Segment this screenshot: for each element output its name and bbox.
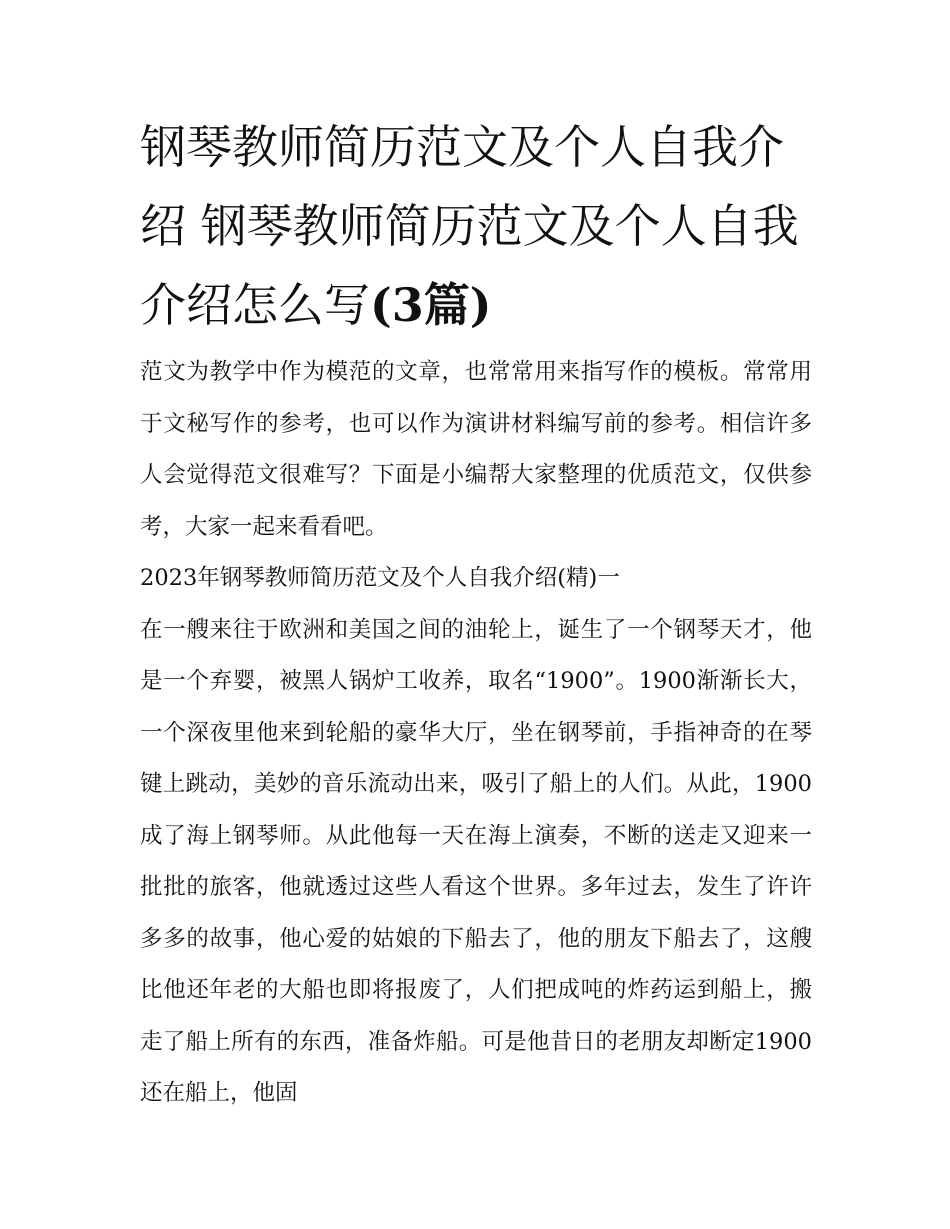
document-page xyxy=(140,108,812,1120)
document-title xyxy=(140,108,812,345)
section-heading: 2023年钢琴教师简历范文及个人自我介绍(精)一 xyxy=(140,565,620,591)
intro-paragraph: 范文为教学中作为模范的文章，也常常用来指写作的模板。常常用于文秘写作的参考，也可以作为演讲材料编写前的参考。相信许多人会觉得范文很难写？下面是小编帮大家整理的优质范文，仅供参考，大家一起来看看吧。 xyxy=(140,359,812,540)
title-main: 钢琴教师简历范文及个人自我介绍 钢琴教师简历范文及个人自我介绍怎么写 xyxy=(140,120,799,332)
title-suffix: (3篇) xyxy=(370,278,492,332)
section-body: 在一艘来往于欧洲和美国之间的油轮上，诞生了一个钢琴天才，他是一个弃婴，被黑人锅炉工收养，取名“1900”。1900渐渐长大，一个深夜里他来到轮船的豪华大厅，坐在钢琴前，手指神奇的在琴键上跳动，美妙的音乐流动出来，吸引了船上的人们。从此，1900成了海上钢琴师。从此他每一天在海上演奏，不断的送走又迎来一批批的旅客，他就透过这些人看这个世界。多年过去，发生了许许多多的故事，他心爱的姑娘的下船去了，他的朋友下船去了，这艘比他还年老的大船也即将报废了，人们把成吨的炸药运到船上，搬走了船上所有的东西，准备炸船。可是他昔日的老朋友却断定1900还在船上，他固 xyxy=(140,616,812,1106)
